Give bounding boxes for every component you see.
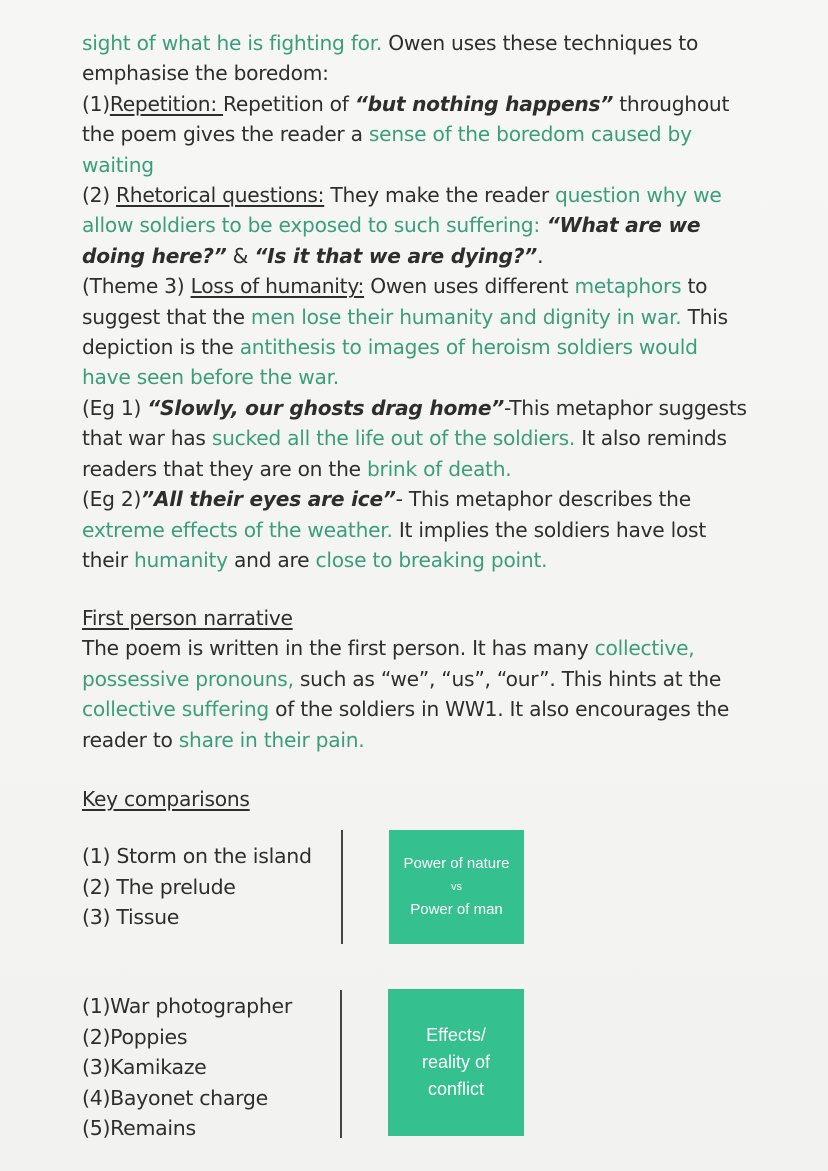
first-person-section — [82, 603, 762, 755]
example-1: (Eg 1) “Slowly, our ghosts drag home”-This metaphor suggests — [82, 395, 747, 420]
text-line: possessive pronouns, such as “we”, “us”, “our”. This hints at the — [82, 666, 721, 691]
text-line: collective suffering of the soldiers in WW1. It also encourages the — [82, 697, 730, 722]
loss-of-humanity-heading: Loss of humanity: — [190, 274, 365, 299]
text-line: allow soldiers to be exposed to such suffering: “What are we — [82, 213, 701, 238]
divider-line — [340, 990, 342, 1138]
list-item: (2)Poppies — [82, 1024, 188, 1049]
divider-line — [341, 830, 343, 944]
text-line: have seen before the war. — [82, 365, 339, 390]
text-line: readers that they are on the brink of death. — [82, 456, 512, 481]
box-line: Power of nature — [403, 855, 510, 872]
quote: “Slowly, our ghosts drag home” — [147, 395, 505, 420]
list-item: (5)Remains — [82, 1116, 196, 1141]
analysis-section — [82, 28, 762, 575]
quote: ”All their eyes are ice” — [141, 487, 396, 512]
repetition-point: (1)Repetition: Repetition of “but nothing happens” throughout — [82, 91, 730, 116]
key-comparisons-heading — [82, 784, 762, 814]
list-item: (3)Kamikaze — [82, 1055, 207, 1080]
quote: “What are we — [539, 213, 701, 238]
box-line: reality of — [421, 1052, 491, 1072]
box-line: Power of man — [410, 901, 503, 918]
text-line: The poem is written in the first person. It has many collective, — [82, 636, 695, 661]
text-line: sight of what he is fighting for. Owen uses these techniques to — [82, 31, 699, 55]
text-line: the poem gives the reader a sense of the boredom caused by — [82, 122, 692, 147]
text-line: reader to share in their pain. — [82, 727, 365, 752]
text-line: waiting — [82, 152, 154, 177]
comparison-group-2 — [82, 991, 292, 1144]
first-person-heading: First person narrative — [82, 606, 293, 630]
rhetorical-questions-heading: Rhetorical questions: — [116, 183, 325, 208]
list-item: (1) Storm on the island — [82, 844, 312, 868]
list-item: (3) Tissue — [82, 905, 180, 930]
theme-box-power — [389, 830, 524, 944]
repetition-heading: Repetition: — [109, 91, 224, 116]
list-item: (2) The prelude — [82, 874, 236, 899]
text-line: extreme effects of the weather. It implies the soldiers have lost — [82, 517, 706, 542]
rhetorical-questions-point: (2) Rhetorical questions: They make the reader question why we — [82, 183, 722, 208]
text-line: their humanity and are close to breaking point. — [82, 547, 548, 572]
key-comparisons-title: Key comparisons — [82, 787, 250, 811]
text-line: emphasise the boredom: — [82, 61, 329, 86]
box-line: Effects/ — [426, 1025, 486, 1045]
text-line: that war has sucked all the life out of the soldiers. It also reminds — [82, 426, 727, 451]
box-line: vs — [451, 881, 462, 893]
text-line: suggest that the men lose their humanity and dignity in war. This — [82, 304, 728, 329]
list-item: (1)War photographer — [82, 994, 292, 1018]
example-2: (Eg 2)”All their eyes are ice”- This metaphor describes the — [82, 487, 691, 512]
text-line: depiction is the antithesis to images of heroism soldiers would — [82, 335, 698, 360]
list-item: (4)Bayonet charge — [82, 1085, 268, 1110]
quote: “Is it that we are dying?” — [254, 243, 538, 268]
theme-3-point: (Theme 3) Loss of humanity: Owen uses different metaphors to — [82, 274, 708, 299]
quote: doing here?” — [82, 243, 227, 268]
box-line: conflict — [427, 1079, 485, 1099]
quote: “but nothing happens” — [354, 91, 614, 116]
theme-box-conflict — [388, 989, 524, 1136]
comparison-group-1 — [82, 841, 312, 933]
text-line: doing here?” & “Is it that we are dying?”. — [82, 243, 544, 268]
